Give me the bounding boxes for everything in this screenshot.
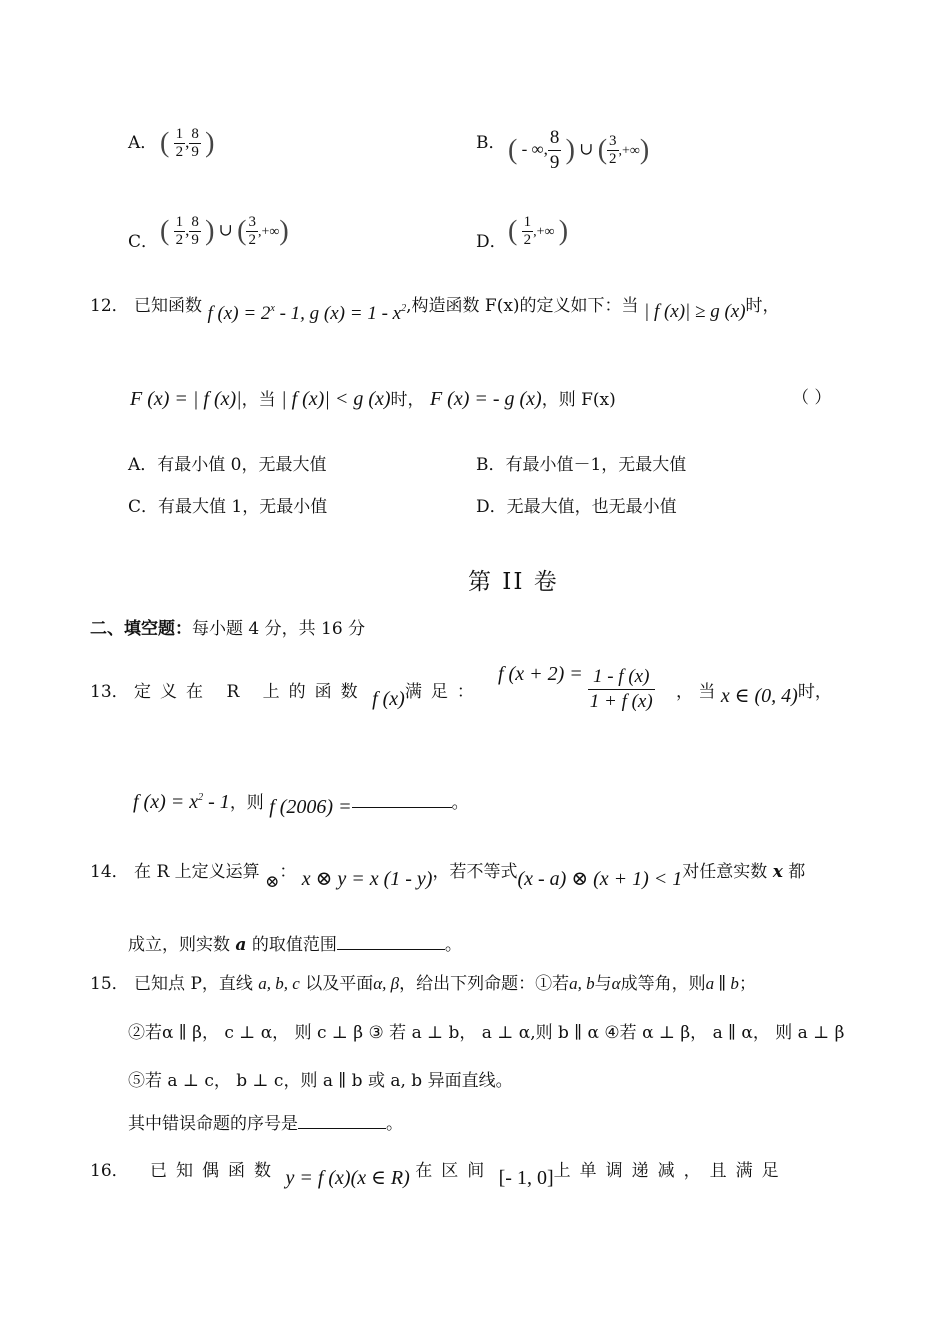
question-number: 15．	[90, 974, 129, 994]
section-header: 二、填空题：每小题 4 分，共 16 分	[90, 619, 366, 639]
answer-blank[interactable]	[337, 935, 445, 950]
q15-line1: 15． 已知点 P，直线 a, b, c 以及平面α, β，给出下列命题：①若a, b与α成等角，则a ∥ b；	[90, 974, 756, 994]
q11-option-c-math: ( $\frac{1}{2}$ , $\frac{8}{9}$ ) ∪ ( $\frac{3}{2}$ ,+∞)	[160, 214, 289, 248]
q11-option-a-math: ( $\frac{1}{2}$ , $\frac{8}{9}$ )	[160, 126, 215, 160]
q14-line2: 成立，则实数 a 的取值范围 。	[128, 935, 462, 955]
q11-option-d-math: ( $\frac{1}{2}$ ,+∞ )	[508, 214, 569, 248]
q11-option-a	[128, 128, 157, 153]
q12-option-c: C．有最大值 1，无最小值	[128, 497, 328, 517]
q12-option-d: D．无最大值，也无最小值	[476, 497, 677, 517]
section-title: 第 II 卷	[468, 569, 559, 595]
q15-line2: ②若α ∥ β， c ⊥ α， 则 c ⊥ β ③ 若 a ⊥ b， a ⊥ α,则 b ∥ α ④若 α ⊥ β， a ∥ α， 则 a ⊥ β	[128, 1023, 845, 1043]
option-label: C．	[128, 232, 159, 252]
answer-paren: （ ）	[792, 388, 832, 408]
option-label: A．	[128, 133, 158, 153]
question-number: 12．	[90, 296, 129, 316]
q11-option-c	[128, 227, 158, 252]
option-label: D．	[476, 232, 507, 252]
q12-line2: F (x) = | f (x)|，当 | f (x)| < g (x)时， F (x) = - g (x)，则 F(x)	[130, 388, 616, 410]
q15-line3: ⑤若 a ⊥ c， b ⊥ c，则 a ∥ b 或 a, b 异面直线。	[128, 1071, 513, 1091]
q12-line1: 12． 已知函数 f $(x) = 2^x - 1$, g $(x) = 1 - x^2$,构造函数 F(x)的定义如下：当 | f (x)| ≥ g (x)时，	[90, 296, 780, 324]
q16-line1: 16． 已知偶函数 y = f (x)(x ∈ R) 在区间 [- 1, 0]上单调递减，且满足	[90, 1161, 788, 1189]
q13-line1: 13． 定义在 R 上的函数 f (x)满足：	[90, 682, 483, 710]
q12-option-b: B．有最小值－1，无最大值	[476, 455, 687, 475]
q12-option-a: A．有最小值 0，无最大值	[128, 455, 327, 475]
option-label: B．	[476, 133, 506, 153]
q14-line1: 14． 在 R 上定义运算 ⊗： x ⊗ y = x (1 - y)，若不等式(x - a) ⊗ (x + 1) < 1对任意实数 x 都	[90, 862, 806, 891]
q11-option-b	[476, 128, 506, 153]
q13-formula: f (x + 2) = $\frac{1 - f (x)}{1 + f (x)}$	[498, 663, 653, 712]
answer-blank[interactable]	[352, 793, 452, 808]
q13-line2: f $(x) = x^2 - 1$，则 f (2006) = 。	[133, 791, 469, 818]
q11-option-d	[476, 227, 507, 252]
q11-option-b-math: ( - ∞, $\frac{8}{9}$ ) ∪ ( $\frac{3}{2}$ ,+∞)	[508, 127, 650, 173]
q15-line4: 其中错误命题的序号是 。	[128, 1114, 403, 1134]
q13-cond: ， 当 x ∈ (0, 4)时，	[676, 682, 832, 707]
question-number: 13．	[90, 682, 129, 702]
answer-blank[interactable]	[298, 1114, 386, 1129]
question-number: 16．	[90, 1161, 129, 1181]
question-number: 14．	[90, 862, 129, 882]
